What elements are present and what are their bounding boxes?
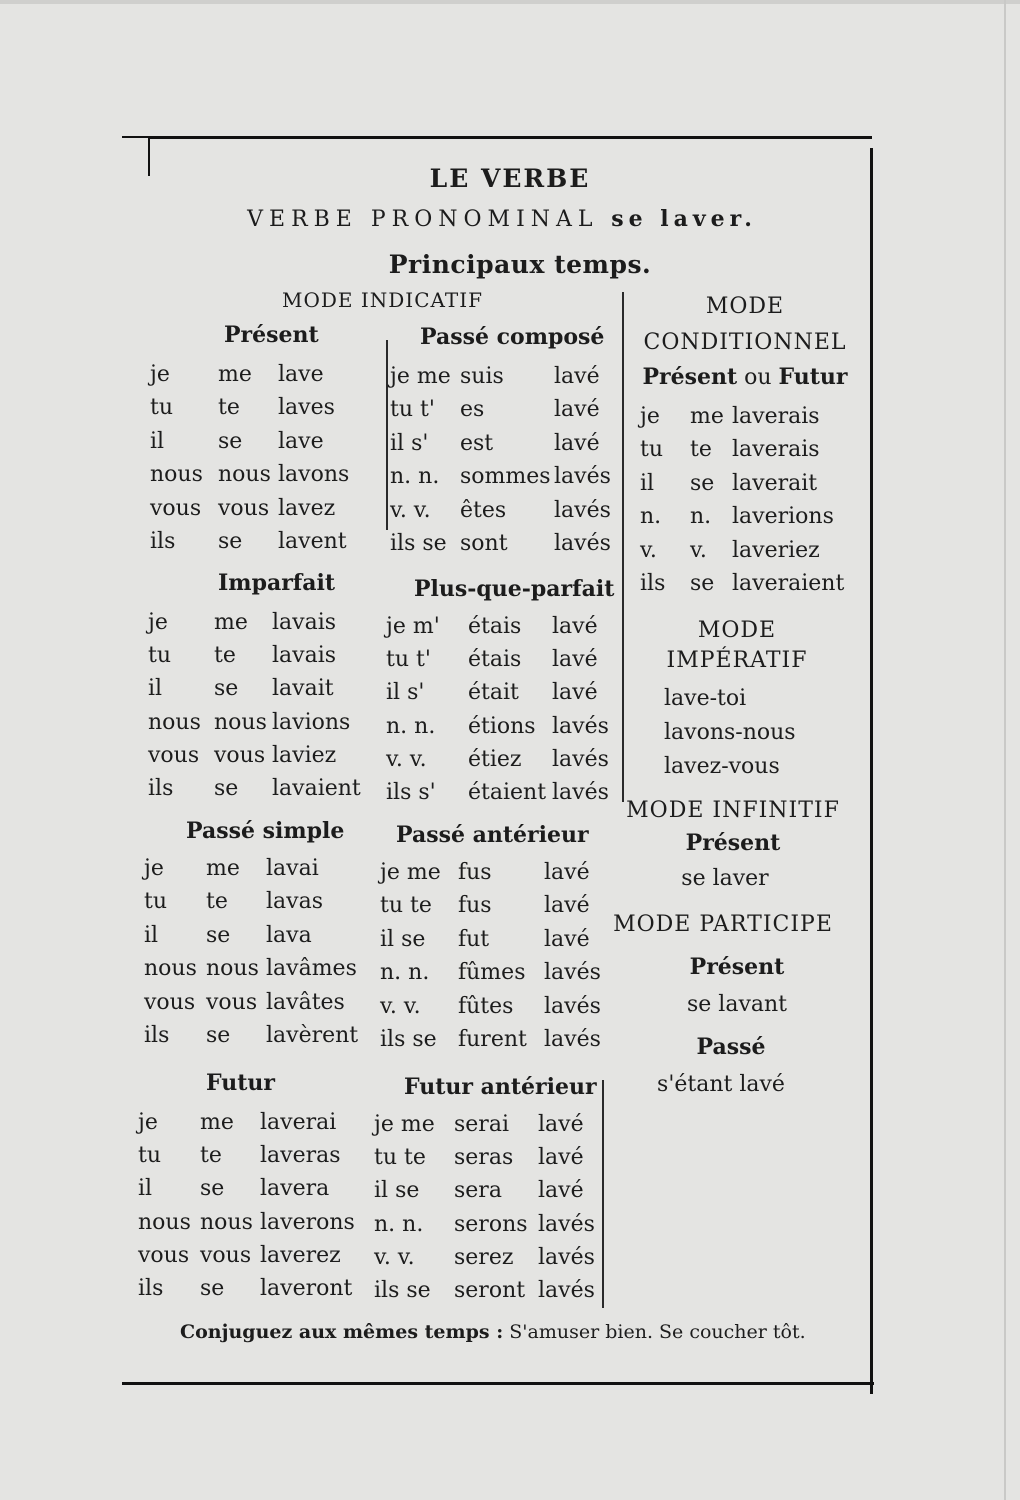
conjugation-reflexive-or-auxiliary: se <box>218 428 243 454</box>
conjugation-verb-form: lavai <box>266 856 319 881</box>
conjugation-row <box>150 458 390 491</box>
conjugation-reflexive-or-auxiliary: sont <box>460 531 508 556</box>
conjugation-pronoun: tu <box>640 437 664 463</box>
conjugation-row <box>144 919 384 952</box>
tense-title-passe-compose: Passé composé <box>420 324 605 350</box>
conjugation-row <box>144 1019 384 1052</box>
conjugation-pronoun: il s' <box>386 680 425 706</box>
conjugation-row <box>390 427 630 460</box>
conjugation-verb-form: lavé <box>554 397 600 423</box>
conjugation-row <box>138 1139 378 1172</box>
conjugation-reflexive-or-auxiliary: se <box>218 529 243 554</box>
mode-indicatif-label: MODE INDICATIF <box>282 288 483 312</box>
conjugation-verb-form: lavés <box>554 531 611 556</box>
conjugation-verb-form: laves <box>278 395 335 421</box>
conjugation-row <box>148 606 388 639</box>
conjugation-reflexive-or-auxiliary: étiez <box>468 746 522 772</box>
conjugation-pronoun: tu <box>148 643 172 669</box>
frame-right-border <box>870 148 873 1394</box>
conjugation-pronoun: vous <box>150 495 202 521</box>
conjugation-pronoun: je <box>144 856 164 881</box>
conjugation-pronoun: nous <box>144 956 197 982</box>
conjugation-verb-form: lavaient <box>272 776 361 801</box>
conjugation-verb-form: lavera <box>260 1176 330 1202</box>
conjugation-pronoun: tu <box>144 889 168 915</box>
conjugation-row <box>148 772 388 805</box>
frame-top-border <box>150 136 872 139</box>
footer-exercise: S'amuser bien. Se coucher tôt. <box>509 1321 806 1343</box>
conjugation-row <box>374 1108 614 1141</box>
conjugation-verb-form: lavé <box>544 926 590 952</box>
conjugation-reflexive-or-auxiliary: nous <box>200 1209 253 1235</box>
conjugation-row <box>386 776 626 809</box>
conjugation-row <box>150 358 390 391</box>
conjugation-pronoun: tu te <box>380 893 432 919</box>
subtitle-verb: se laver. <box>611 206 757 232</box>
conjugation-reflexive-or-auxiliary: vous <box>214 742 266 768</box>
conjugation-pronoun: il s' <box>390 430 429 456</box>
conjugation-verb-form: lavés <box>538 1278 595 1303</box>
conjugation-row <box>150 525 390 558</box>
conjugation-verb-form: lavés <box>544 993 601 1019</box>
tense-title-futur-anterieur: Futur antérieur <box>404 1074 597 1100</box>
conjugation-row <box>148 706 388 739</box>
page-edge-top <box>0 0 1020 4</box>
conjugation-verb-form: laverai <box>260 1110 337 1135</box>
conjugation-pronoun: il <box>148 676 163 702</box>
conjugation-row <box>640 500 880 533</box>
conjugation-reflexive-or-auxiliary: vous <box>218 495 270 521</box>
conjugation-reflexive-or-auxiliary: se <box>214 776 239 801</box>
conjugation-pronoun: nous <box>150 462 203 488</box>
participe-passe-form: s'étant lavé <box>657 1072 785 1097</box>
participe-present-title: Présent <box>689 954 785 980</box>
conjugation-row <box>148 739 388 772</box>
conjugation-pronoun: n. n. <box>386 713 436 739</box>
conjugation-verb-form: laverais <box>732 437 820 463</box>
conjugation-reflexive-or-auxiliary: vous <box>206 989 258 1015</box>
infinitif-title: Présent <box>685 830 781 856</box>
conjugation-reflexive-or-auxiliary: fûmes <box>458 960 526 986</box>
conjugation-row <box>640 567 880 600</box>
conjugation-reflexive-or-auxiliary: étaient <box>468 780 547 805</box>
conjugation-verb-form: lavais <box>272 610 337 635</box>
conjugation-row <box>144 986 384 1019</box>
conjugation-verb-form: lave <box>278 428 324 454</box>
conjugation-row <box>386 743 626 776</box>
infinitif-form: se laver <box>681 866 769 891</box>
tense-title-passe-simple: Passé simple <box>186 818 345 844</box>
conjugation-reflexive-or-auxiliary: seras <box>454 1145 514 1171</box>
tense-title-plus-que-parfait: Plus-que-parfait <box>414 576 615 602</box>
conjugation-verb-form: lava <box>266 922 312 948</box>
conjugation-verb-form: lavent <box>278 529 347 554</box>
conjugation-pronoun: n. <box>640 504 662 530</box>
tense-title-imparfait: Imparfait <box>218 570 336 596</box>
mode-conditionnel-label-2: CONDITIONNEL <box>643 330 847 355</box>
conjugation-row <box>386 710 626 743</box>
conjugation-pronoun: il <box>144 922 159 948</box>
conjugation-reflexive-or-auxiliary: se <box>214 676 239 702</box>
conjugation-row <box>374 1141 614 1174</box>
conjugation-reflexive-or-auxiliary: v. <box>690 537 707 563</box>
page-subtitle <box>0 206 1012 232</box>
conjugation-row <box>380 956 620 989</box>
conjugation-pronoun: v. v. <box>374 1244 415 1270</box>
conjugation-pronoun: n. n. <box>380 960 430 986</box>
conjugation-verb-form: lavés <box>538 1211 595 1237</box>
conjugation-reflexive-or-auxiliary: se <box>200 1276 225 1301</box>
conjugation-pronoun: ils <box>148 776 174 801</box>
conjugation-pronoun: je me <box>390 364 451 389</box>
conjugation-reflexive-or-auxiliary: me <box>200 1110 234 1135</box>
conjugation-reflexive-or-auxiliary: n. <box>690 504 712 530</box>
conjugation-reflexive-or-auxiliary: es <box>460 397 485 423</box>
conjugation-reflexive-or-auxiliary: se <box>690 571 715 596</box>
conditionnel-title-futur: Futur <box>778 364 848 390</box>
conjugation-verb-form: lavé <box>552 680 598 706</box>
conjugation-reflexive-or-auxiliary: se <box>206 922 231 948</box>
conjugation-row <box>390 527 630 560</box>
conjugation-reflexive-or-auxiliary: me <box>214 610 248 635</box>
conjugation-verb-form: lavions <box>272 709 351 735</box>
conjugation-pronoun: je me <box>374 1112 435 1137</box>
conjugation-reflexive-or-auxiliary: était <box>468 680 519 706</box>
conjugation-pronoun: je <box>150 362 170 387</box>
frame-bottom-border <box>122 1382 874 1385</box>
conjugation-reflexive-or-auxiliary: te <box>690 437 712 463</box>
conjugation-pronoun: tu te <box>374 1145 426 1171</box>
conjugation-pronoun: n. n. <box>374 1211 424 1237</box>
conjugation-verb-form: laveront <box>260 1276 353 1301</box>
conjugation-row <box>144 952 384 985</box>
conjugation-row <box>390 460 630 493</box>
conjugation-pronoun: ils s' <box>386 780 436 805</box>
conjugation-row <box>380 856 620 889</box>
conjugation-verb-form: laveras <box>260 1143 341 1169</box>
conjugation-row <box>150 425 390 458</box>
conjugation-pronoun: ils <box>144 1023 170 1048</box>
imperatif-form-1: lave-toi <box>664 686 747 711</box>
conjugation-pronoun: je <box>148 610 168 635</box>
conjugation-reflexive-or-auxiliary: étions <box>468 713 536 739</box>
conjugation-row <box>390 393 630 426</box>
exercise-footer <box>134 1318 834 1346</box>
conjugation-verb-form: laverons <box>260 1209 355 1235</box>
subtitle-verb-type: VERBE PRONOMINAL <box>247 207 599 232</box>
conjugation-verb-form: laverais <box>732 404 820 429</box>
conjugation-pronoun: nous <box>148 709 201 735</box>
conjugation-reflexive-or-auxiliary: nous <box>214 709 267 735</box>
conjugation-reflexive-or-auxiliary: furent <box>458 1027 527 1052</box>
conjugation-row <box>380 1023 620 1056</box>
conjugation-reflexive-or-auxiliary: fûtes <box>458 993 514 1019</box>
conjugation-pronoun: je <box>640 404 660 429</box>
conjugation-verb-form: lavé <box>538 1145 584 1171</box>
conjugation-pronoun: tu <box>150 395 174 421</box>
conjugation-reflexive-or-auxiliary: fus <box>458 860 492 885</box>
conjugation-pronoun: il <box>150 428 165 454</box>
conjugation-pronoun: tu <box>138 1143 162 1169</box>
conjugation-reflexive-or-auxiliary: sommes <box>460 464 551 490</box>
mode-imperatif-label-1: MODE <box>697 618 777 643</box>
conjugation-verb-form: lavé <box>554 364 600 389</box>
conjugation-reflexive-or-auxiliary: suis <box>460 364 504 389</box>
conjugation-reflexive-or-auxiliary: se <box>200 1176 225 1202</box>
conjugation-reflexive-or-auxiliary: serons <box>454 1211 528 1237</box>
conjugation-reflexive-or-auxiliary: fus <box>458 893 492 919</box>
conjugation-verb-form: lavés <box>552 746 609 772</box>
footer-instruction: Conjuguez aux mêmes temps : <box>180 1321 504 1343</box>
conjugation-reflexive-or-auxiliary: nous <box>218 462 271 488</box>
conjugation-row <box>374 1274 614 1307</box>
conjugation-verb-form: lavèrent <box>266 1023 359 1048</box>
conjugation-verb-form: laveriez <box>732 537 820 563</box>
conjugation-row <box>390 494 630 527</box>
conjugation-pronoun: v. v. <box>390 497 431 523</box>
conjugation-pronoun: ils se <box>390 531 447 556</box>
conjugation-reflexive-or-auxiliary: fut <box>458 926 490 952</box>
conjugation-row <box>380 889 620 922</box>
conjugation-pronoun: ils <box>138 1276 164 1301</box>
conjugation-reflexive-or-auxiliary: te <box>214 643 236 669</box>
conjugation-reflexive-or-auxiliary: se <box>206 1023 231 1048</box>
conjugation-row <box>150 492 390 525</box>
conjugation-verb-form: laviez <box>272 742 337 768</box>
conjugation-verb-form: lavés <box>554 497 611 523</box>
mode-imperatif-label-2: IMPÉRATIF <box>666 648 808 673</box>
tense-title-passe-anterieur: Passé antérieur <box>396 822 589 848</box>
conjugation-verb-form: laverait <box>732 470 818 496</box>
conjugation-verb-form: lavâtes <box>266 989 345 1015</box>
conjugation-verb-form: laverez <box>260 1242 341 1268</box>
conjugation-reflexive-or-auxiliary: êtes <box>460 497 507 523</box>
conjugation-row <box>386 610 626 643</box>
conjugation-verb-form: laveraient <box>732 571 845 596</box>
mode-conditionnel-label-1: MODE <box>705 294 785 319</box>
conjugation-row <box>640 433 880 466</box>
conjugation-pronoun: tu t' <box>386 647 431 673</box>
mode-participe-label: MODE PARTICIPE <box>613 912 833 937</box>
conjugation-verb-form: lavés <box>552 713 609 739</box>
conjugation-reflexive-or-auxiliary: te <box>206 889 228 915</box>
conjugation-reflexive-or-auxiliary: te <box>200 1143 222 1169</box>
conjugation-verb-form: lavé <box>538 1178 584 1204</box>
conjugation-reflexive-or-auxiliary: étais <box>468 647 522 673</box>
conjugation-reflexive-or-auxiliary: étais <box>468 614 522 639</box>
conjugation-row <box>138 1272 378 1305</box>
conjugation-verb-form: lavé <box>544 893 590 919</box>
tense-title-futur: Futur <box>206 1070 275 1096</box>
conjugation-pronoun: il <box>138 1176 153 1202</box>
conjugation-pronoun: v. <box>640 537 657 563</box>
conjugation-verb-form: lavâmes <box>266 956 357 982</box>
conjugation-row <box>640 400 880 433</box>
conjugation-row <box>640 467 880 500</box>
conjugation-row <box>380 923 620 956</box>
conjugation-verb-form: laverions <box>732 504 834 530</box>
tense-title-present: Présent <box>224 322 319 348</box>
conjugation-row <box>138 1239 378 1272</box>
conjugation-verb-form: lavés <box>544 960 601 986</box>
conjugation-reflexive-or-auxiliary: serai <box>454 1112 509 1137</box>
conjugation-row <box>386 676 626 709</box>
conjugation-pronoun: ils <box>640 571 666 596</box>
conjugation-row <box>144 885 384 918</box>
conjugation-verb-form: lave <box>278 362 324 387</box>
conjugation-reflexive-or-auxiliary: vous <box>200 1242 252 1268</box>
conjugation-row <box>374 1241 614 1274</box>
conjugation-verb-form: lavons <box>278 462 350 488</box>
participe-present-form: se lavant <box>686 992 787 1017</box>
conjugation-pronoun: il se <box>374 1178 420 1204</box>
conjugation-row <box>150 391 390 424</box>
conjugation-pronoun: vous <box>138 1242 190 1268</box>
conjugation-pronoun: je me <box>380 860 441 885</box>
conjugation-reflexive-or-auxiliary: te <box>218 395 240 421</box>
conjugation-verb-form: lavait <box>272 676 334 702</box>
conjugation-row <box>138 1172 378 1205</box>
conjugation-row <box>390 360 630 393</box>
conjugation-verb-form: lavés <box>552 780 609 805</box>
page-title: LE VERBE <box>429 164 591 193</box>
conjugation-pronoun: vous <box>148 742 200 768</box>
conjugation-verb-form: lavé <box>544 860 590 885</box>
conjugation-reflexive-or-auxiliary: se <box>690 470 715 496</box>
conjugation-verb-form: lavés <box>538 1244 595 1270</box>
imperatif-form-3: lavez-vous <box>664 754 780 779</box>
conjugation-row <box>380 990 620 1023</box>
conjugation-pronoun: ils <box>150 529 176 554</box>
conjugation-row <box>138 1206 378 1239</box>
conjugation-pronoun: ils se <box>380 1027 437 1052</box>
conjugation-verb-form: lavé <box>552 614 598 639</box>
conjugation-pronoun: v. v. <box>380 993 421 1019</box>
conjugation-verb-form: lavés <box>544 1027 601 1052</box>
participe-passe-title: Passé <box>696 1034 766 1060</box>
conjugation-pronoun: je <box>138 1110 158 1135</box>
conjugation-pronoun: il se <box>380 926 426 952</box>
conjugation-verb-form: lavais <box>272 643 337 669</box>
conjugation-reflexive-or-auxiliary: me <box>206 856 240 881</box>
conjugation-pronoun: tu t' <box>390 397 435 423</box>
conjugation-reflexive-or-auxiliary: seront <box>454 1278 526 1303</box>
imperatif-form-2: lavons-nous <box>664 720 796 745</box>
conjugation-verb-form: lavez <box>278 495 336 521</box>
conjugation-reflexive-or-auxiliary: serez <box>454 1244 514 1270</box>
conjugation-row <box>144 852 384 885</box>
conjugation-reflexive-or-auxiliary: me <box>690 404 724 429</box>
conjugation-verb-form: lavas <box>266 889 323 915</box>
conjugation-reflexive-or-auxiliary: nous <box>206 956 259 982</box>
conjugation-row <box>640 534 880 567</box>
conjugation-pronoun: nous <box>138 1209 191 1235</box>
conjugation-pronoun: je m' <box>386 614 440 639</box>
conjugation-pronoun: ils se <box>374 1278 431 1303</box>
mode-infinitif-label: MODE INFINITIF <box>626 798 840 823</box>
tense-title-conditionnel <box>634 364 856 390</box>
section-heading: Principaux temps. <box>388 250 652 279</box>
conjugation-row <box>386 643 626 676</box>
conjugation-pronoun: vous <box>144 989 196 1015</box>
conjugation-row <box>148 639 388 672</box>
conjugation-verb-form: lavé <box>538 1112 584 1137</box>
conditionnel-title-ou: ou <box>744 365 772 390</box>
conjugation-verb-form: lavé <box>554 430 600 456</box>
conjugation-pronoun: n. n. <box>390 464 440 490</box>
conjugation-pronoun: v. v. <box>386 746 427 772</box>
conditionnel-title-present: Présent <box>642 364 738 390</box>
conjugation-row <box>374 1208 614 1241</box>
conjugation-row <box>138 1106 378 1139</box>
conjugation-reflexive-or-auxiliary: me <box>218 362 252 387</box>
conjugation-pronoun: il <box>640 470 655 496</box>
conjugation-row <box>148 672 388 705</box>
conjugation-reflexive-or-auxiliary: sera <box>454 1178 502 1204</box>
conjugation-reflexive-or-auxiliary: est <box>460 430 494 456</box>
conjugation-row <box>374 1174 614 1207</box>
conjugation-verb-form: lavés <box>554 464 611 490</box>
conjugation-verb-form: lavé <box>552 647 598 673</box>
